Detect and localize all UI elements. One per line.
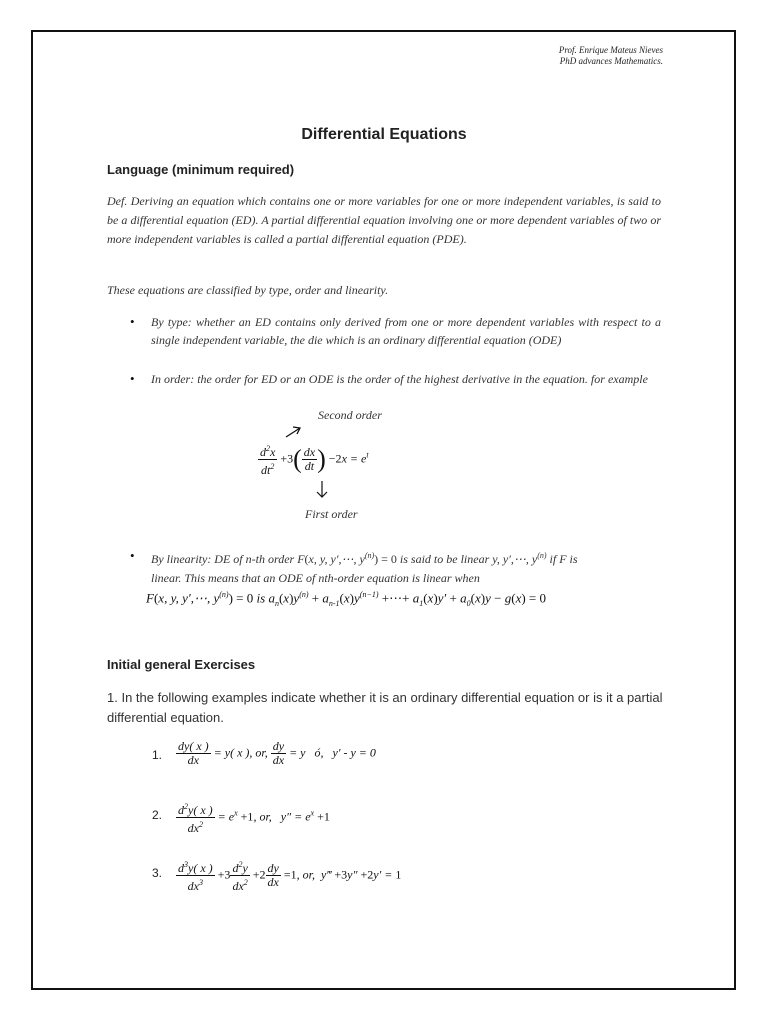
linearity-text-c: if F is	[549, 552, 578, 566]
bullet-marker: •	[130, 314, 135, 329]
author-name: Prof. Enrique Mateus Nieves	[558, 45, 663, 55]
is-word: is	[256, 590, 266, 606]
arrow-down-icon	[315, 480, 329, 500]
arrow-up-right-icon	[283, 424, 305, 440]
exercise-number: 1.	[152, 748, 163, 762]
bullet-by-type: By type: whether an ED contains only derived from one or more dependent variables with respect to a single independent variable, the die which is an ordinary differential equation (ODE)	[151, 315, 661, 347]
first-order-label: First order	[305, 507, 358, 521]
section-heading-language: Language (minimum required)	[107, 162, 295, 177]
bullet-marker: •	[130, 371, 135, 386]
classification-paragraph: These equations are classified by type, order and linearity.	[107, 283, 389, 297]
exercise-intro: 1. In the following examples indicate whether it is an ordinary differential equation or is it a partial differential equation.	[107, 690, 663, 725]
linearity-vars: y, y′,⋯, $y^{(n)}$	[492, 551, 547, 566]
bullet-by-linearity	[151, 547, 661, 568]
exercise-number: 2.	[152, 808, 163, 822]
author-degree: PhD advances Mathematics.	[559, 56, 663, 66]
order-example-equation: $\frac{d^2x}{dt^2}$ +3( $\frac{dx}{dt}$ ) $-2x = e^t$	[260, 444, 369, 477]
bullet-marker: •	[130, 548, 135, 563]
linearity-text-b: is said to be linear	[399, 552, 490, 566]
linear-ode-general-form: F(x, y, y′,⋯, $y^{(n)}) = 0$ is $a_n(x)y^{(n)} + a_{n-1}(x)y^{(n-1)}$ +⋯+ $a_1(x)y' + a_0(x)y - g(x) = 0$	[146, 590, 547, 608]
second-order-label: Second order	[318, 408, 382, 422]
linearity-text-a: By linearity: DE of n-th order	[151, 552, 295, 566]
exercise-2-equation: $\frac{d^2y( x )}{dx^2}$ = $e^x +1$, or, $y'' = e^x +1$	[178, 802, 330, 835]
section-heading-exercises: Initial general Exercises	[107, 657, 256, 672]
bullet-by-order: In order: the order for ED or an ODE is the order of the highest derivative in the equation. for example	[151, 372, 648, 386]
exercise-3-equation: $\frac{d^3y( x )}{dx^3}$ +3 $\frac{d^2y}{dx^2}$ +2 $\frac{dy}{dx}$ =1, or, y‴ +3y″ +2y′ = 1	[178, 860, 402, 893]
exercise-1-equation: $\frac{dy( x )}{dx}$ = y( x ), or, $\frac{dy}{dx}$ = y ó, y′ - y = 0	[178, 739, 376, 767]
definition-paragraph: Def. Deriving an equation which contains one or more variables for one or more independent variables, is said to be a differential equation (ED). A partial differential equation involving one or more dependent variables of two or more independent variables is called a partial differential equation (PDE).	[107, 194, 661, 246]
linearity-continuation: linear. This means that an ODE of nth-order equation is linear when	[151, 571, 480, 585]
exercise-number: 3.	[152, 866, 163, 880]
document-title: Differential Equations	[301, 126, 467, 143]
linearity-function: F(x, y, y′,⋯, $y^{(n)}) = 0$	[297, 551, 397, 566]
author-info	[559, 45, 663, 67]
